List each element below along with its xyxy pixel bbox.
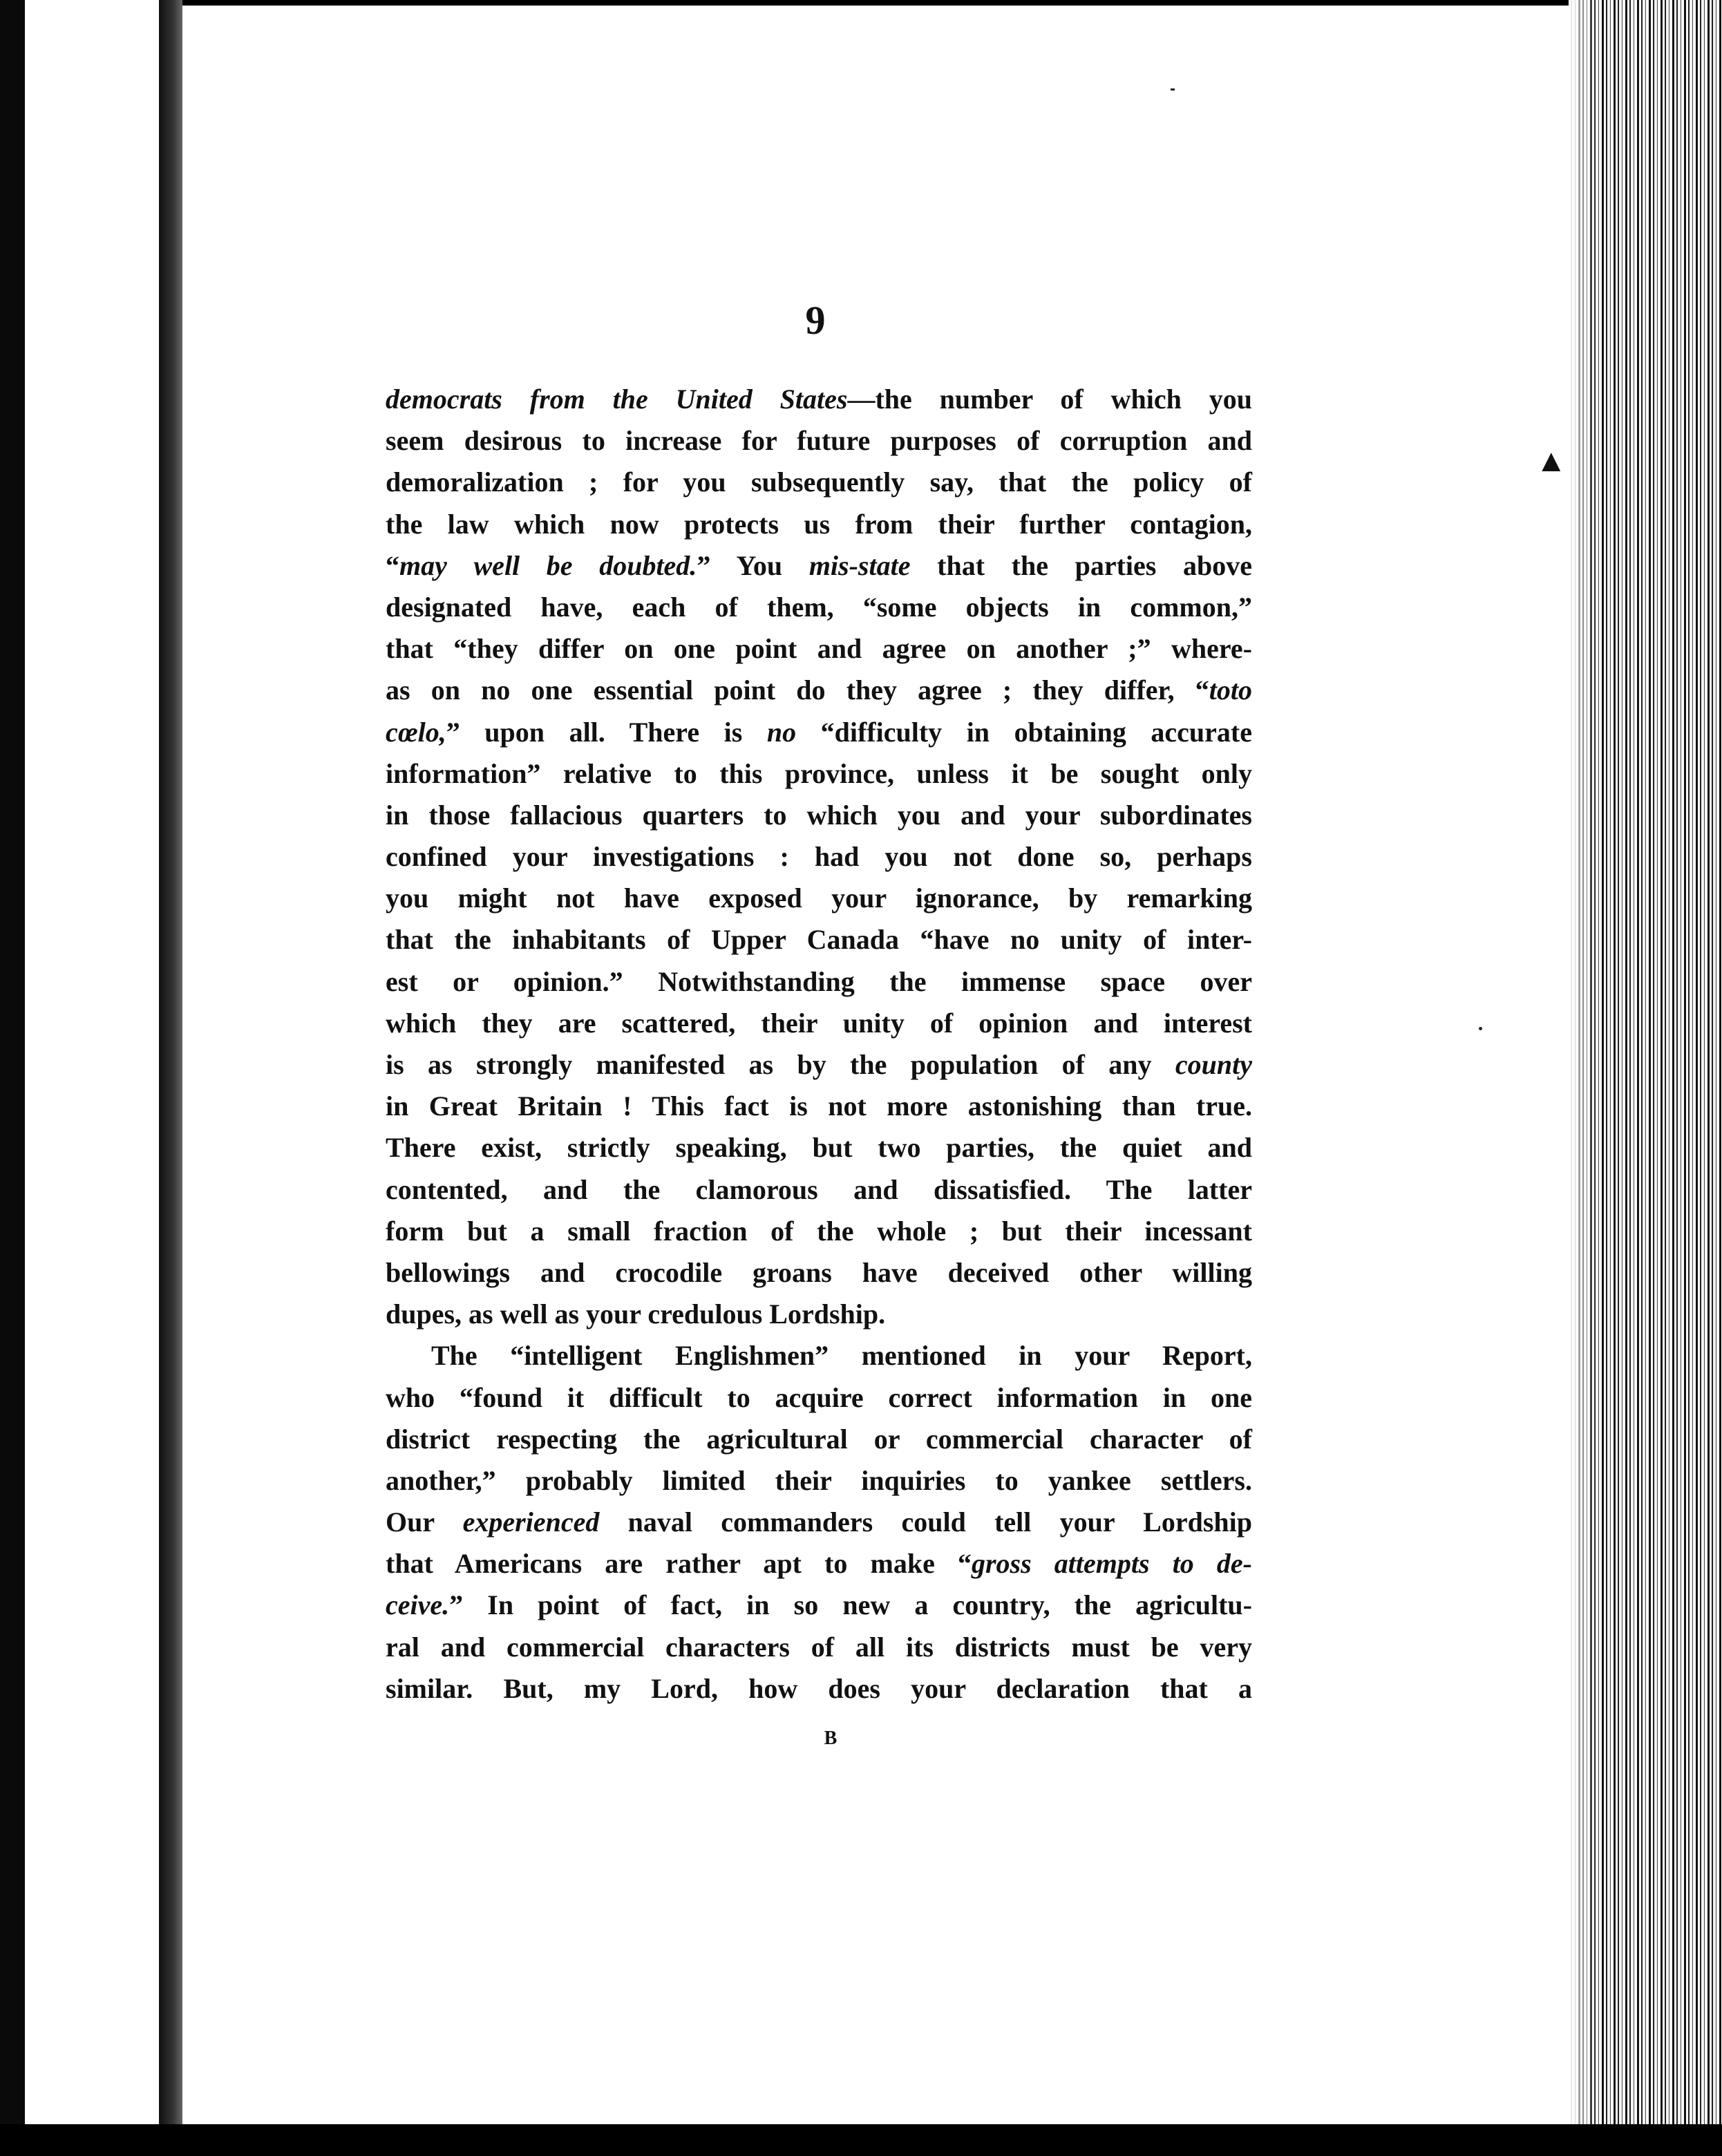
page-speck <box>1171 88 1175 91</box>
text-line: which they are scattered, their unity of opinion and interest <box>386 1007 1252 1039</box>
text-line: ceive.” In point of fact, in so new a country, the agricultu- <box>386 1589 1252 1621</box>
right-edge-fade <box>1569 0 1596 2156</box>
text-line: form but a small fraction of the whole ; but their incessant <box>386 1215 1252 1247</box>
text-line: information” relative to this province, unless it be sought only <box>386 757 1252 789</box>
text-line: the law which now protects us from their further contagion, <box>386 508 1252 540</box>
text-line: bellowings and crocodile groans have deceived other willing <box>386 1256 1252 1288</box>
text-line: that Americans are rather apt to make “gross attempts to de- <box>386 1548 1252 1580</box>
text-line: seem desirous to increase for future purposes of corruption and <box>386 425 1252 457</box>
text-line: confined your investigations : had you not done so, perhaps <box>386 841 1252 873</box>
body-text <box>386 379 1252 1710</box>
page-number: 9 <box>805 298 826 343</box>
text-line: as on no one essential point do they agree ; they differ, “toto <box>386 674 1252 706</box>
text-line: ral and commercial characters of all its districts must be very <box>386 1631 1252 1663</box>
margin-mark: ▲ <box>1535 443 1567 478</box>
signature-mark: B <box>824 1728 838 1749</box>
text-line: in Great Britain ! This fact is not more astonishing than true. <box>386 1090 1252 1122</box>
text-line: cœlo,” upon all. There is no “difficulty in obtaining accurate <box>386 716 1252 748</box>
left-binding-edge <box>0 0 159 2156</box>
text-line: district respecting the agricultural or commercial character of <box>386 1423 1252 1455</box>
text-line: that “they differ on one point and agree on another ;” where- <box>386 633 1252 665</box>
text-line: similar. But, my Lord, how does your declaration that a <box>386 1672 1252 1704</box>
text-line: demoralization ; for you subsequently say, that the policy of <box>386 466 1252 498</box>
text-line: “may well be doubted.” You mis-state that the parties above <box>386 549 1252 581</box>
text-line: There exist, strictly speaking, but two parties, the quiet and <box>386 1132 1252 1164</box>
text-line: democrats from the United States—the number of which you <box>386 384 1252 415</box>
text-line: another,” probably limited their inquiries to yankee settlers. <box>386 1464 1252 1496</box>
text-line: that the inhabitants of Upper Canada “have no unity of inter- <box>386 924 1252 956</box>
text-line: Our experienced naval commanders could tell your Lordship <box>386 1506 1253 1538</box>
text-line: contented, and the clamorous and dissatisfied. The latter <box>386 1173 1252 1205</box>
left-gutter-shadow <box>159 0 182 2156</box>
text-line: you might not have exposed your ignorance, by remarking <box>386 882 1252 914</box>
text-line: designated have, each of them, “some objects in common,” <box>386 591 1252 623</box>
text-line: est or opinion.” Notwithstanding the immense space over <box>386 965 1252 997</box>
bottom-border <box>0 2124 1722 2156</box>
text-line: in those fallacious quarters to which you and your subordinates <box>386 799 1252 831</box>
text-line: The “intelligent Englishmen” mentioned in your Report, <box>431 1340 1252 1372</box>
text-line: is as strongly manifested as by the population of any county <box>386 1049 1252 1080</box>
page-speck <box>1479 1027 1482 1030</box>
text-line: dupes, as well as your credulous Lordship. <box>386 1298 886 1330</box>
text-line: who “found it difficult to acquire correct information in one <box>386 1381 1252 1413</box>
top-border <box>0 0 1722 6</box>
